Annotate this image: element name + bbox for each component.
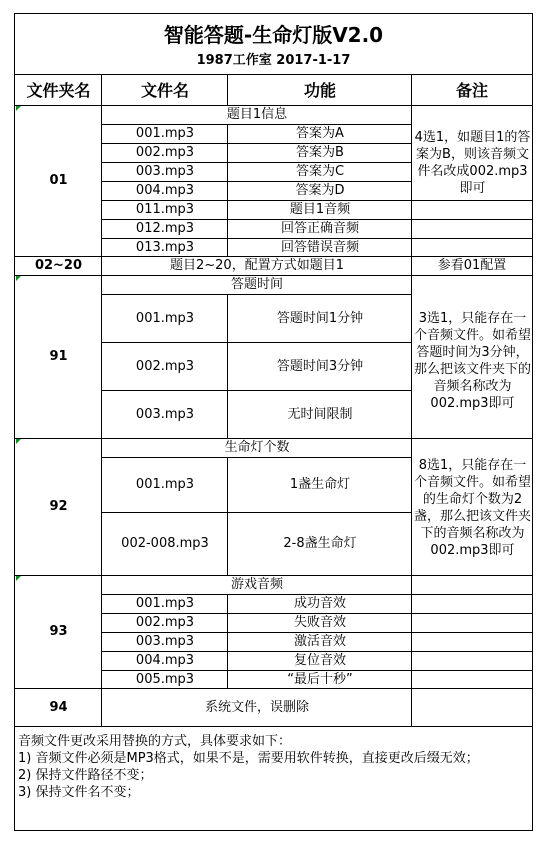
grid-line [102, 200, 532, 201]
function-cell: 系统文件，误删除 [204, 699, 309, 715]
grid-line [102, 219, 532, 220]
function-cell: 答题时间1分钟 [276, 310, 364, 326]
file-cell: 002.mp3 [135, 145, 195, 161]
grid-line [15, 74, 532, 75]
grid-line [101, 74, 102, 727]
footer-rule-1: 1) 音频文件必须是MP3格式，如果不是，需要用软件转换，直接更改后缀无效； [18, 751, 479, 766]
file-cell: 001.mp3 [135, 477, 195, 493]
function-cell: 答题时间3分钟 [276, 358, 364, 374]
file-cell: 002.mp3 [135, 358, 195, 374]
function-cell: 2-8盏生命灯 [283, 536, 357, 552]
function-cell: 答案为B [296, 145, 344, 161]
function-cell: 答案为D [295, 183, 345, 199]
grid-line [102, 613, 532, 614]
section-heading-91: 答题时间 [230, 277, 283, 293]
function-cell: 题目1音频 [289, 202, 351, 218]
folder-94: 94 [49, 699, 68, 715]
grid-line [15, 688, 532, 689]
section-heading-01: 题目1信息 [226, 107, 288, 123]
folder-93: 93 [49, 624, 68, 640]
folder-92: 92 [49, 499, 68, 515]
file-cell: 004.mp3 [135, 653, 195, 669]
header-function: 功能 [303, 80, 336, 100]
file-cell: 002-008.mp3 [121, 536, 209, 552]
grid-line [227, 594, 228, 689]
function-cell: 成功音效 [293, 596, 346, 612]
grid-line [15, 275, 532, 276]
folder-91: 91 [49, 349, 68, 365]
footer-intro: 音频文件更改采用替换的方式，具体要求如下： [18, 734, 292, 749]
file-cell: 001.mp3 [135, 596, 195, 612]
grid-line [102, 294, 412, 295]
grid-line [411, 74, 412, 727]
function-cell: 1盏生命灯 [289, 477, 351, 493]
section-heading-92: 生命灯个数 [224, 440, 290, 456]
grid-line [15, 105, 532, 106]
document-title: 智能答题-生命灯版V2.0 [163, 22, 384, 47]
file-cell: 002.mp3 [135, 615, 195, 631]
grid-line [102, 457, 412, 458]
grid-line [102, 162, 412, 163]
grid-line [102, 181, 412, 182]
grid-line [15, 256, 532, 257]
header-folder: 文件夹名 [26, 80, 91, 100]
function-cell: 题目2~20，配置方式如题目1 [170, 258, 344, 274]
footer-rule-3: 3) 保持文件名不变； [18, 785, 140, 800]
spec-sheet [14, 13, 533, 831]
header-file: 文件名 [140, 80, 189, 100]
note-01: 4选1，如题目1的答案为B，则该音频文件名改成002.mp3即可 [414, 130, 531, 196]
grid-line [15, 438, 532, 439]
function-cell: 答案为C [295, 164, 345, 180]
file-cell: 012.mp3 [135, 221, 195, 237]
grid-line [227, 124, 228, 257]
function-cell: 无时间限制 [287, 406, 353, 422]
folder-02-20: 02~20 [34, 258, 83, 274]
grid-line [15, 726, 532, 727]
note-91: 3选1，只能存在一个音频文件。如希望答题时间为3分钟，那么把该文件夹下的音频名称改为002.mp3即可 [414, 310, 531, 411]
grid-line [102, 670, 532, 671]
grid-line [102, 342, 412, 343]
footer-notes [18, 733, 530, 801]
file-cell: 003.mp3 [135, 634, 195, 650]
grid-line [102, 238, 532, 239]
grid-line [102, 632, 532, 633]
function-cell: 回答正确音频 [280, 221, 359, 237]
function-cell: 复位音效 [293, 653, 346, 669]
grid-line [102, 390, 412, 391]
note-02-20: 参看01配置 [437, 258, 507, 274]
cell-marker-icon [16, 276, 21, 281]
cell-marker-icon [16, 439, 21, 444]
file-cell: 011.mp3 [135, 202, 195, 218]
file-cell: 001.mp3 [135, 126, 195, 142]
grid-line [102, 143, 412, 144]
function-cell: “最后十秒” [287, 671, 353, 687]
footer-rule-2: 2) 保持文件路径不变； [18, 768, 153, 783]
cell-marker-icon [16, 576, 21, 581]
file-cell: 005.mp3 [135, 671, 195, 687]
file-cell: 004.mp3 [135, 183, 195, 199]
file-cell: 003.mp3 [135, 164, 195, 180]
grid-line [102, 651, 532, 652]
section-heading-93: 游戏音频 [230, 577, 283, 593]
grid-line [15, 575, 532, 576]
file-cell: 001.mp3 [135, 310, 195, 326]
function-cell: 激活音效 [293, 634, 346, 650]
grid-line [227, 457, 228, 576]
grid-line [102, 124, 412, 125]
file-cell: 003.mp3 [135, 406, 195, 422]
folder-01: 01 [49, 173, 68, 189]
file-cell: 013.mp3 [135, 239, 195, 255]
grid-line [102, 594, 532, 595]
grid-line [227, 294, 228, 439]
grid-line [102, 512, 412, 513]
note-92: 8选1，只能存在一个音频文件。如希望的生命灯个数为2盏，那么把该文件夹下的音频名称改为002.mp3即可 [414, 457, 531, 558]
document-subtitle: 1987工作室 2017-1-17 [196, 52, 351, 68]
function-cell: 回答错误音频 [280, 239, 359, 255]
cell-marker-icon [16, 106, 21, 111]
function-cell: 失败音效 [293, 615, 346, 631]
function-cell: 答案为A [296, 126, 344, 142]
grid-line [227, 74, 228, 106]
header-note: 备注 [455, 80, 488, 100]
